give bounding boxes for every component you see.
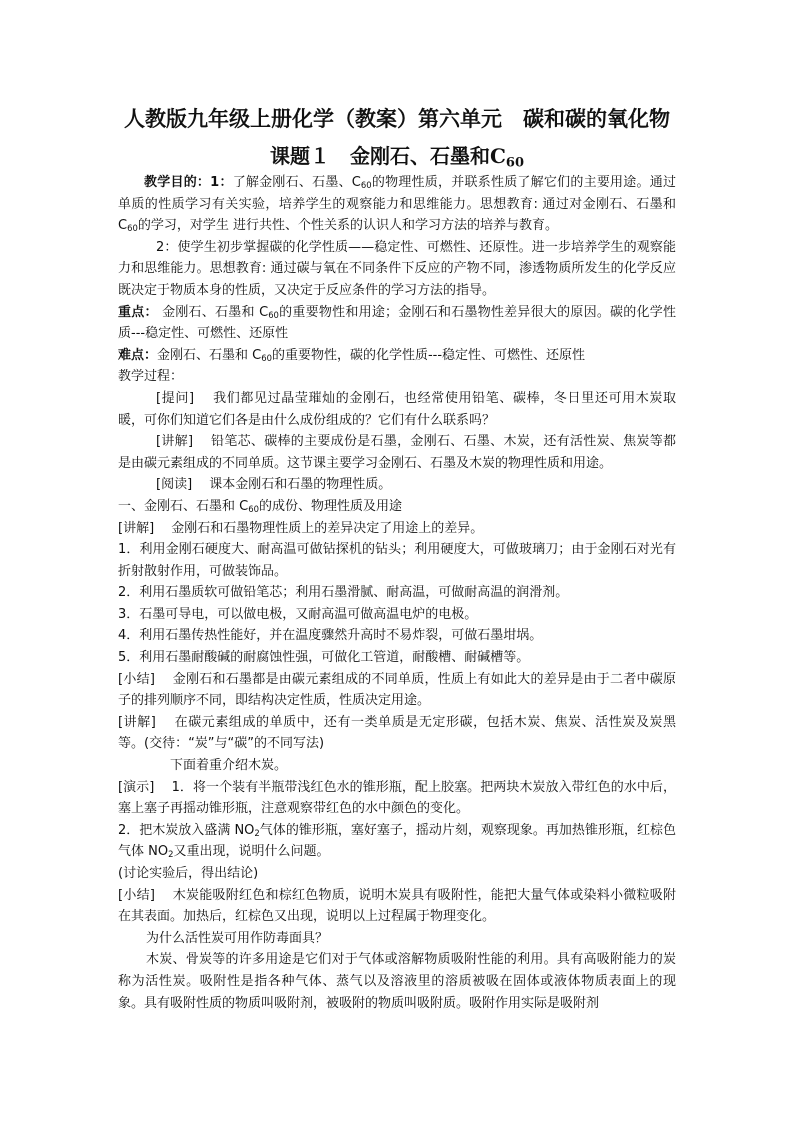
section-heading-1-text-a: 一、金刚石、石墨和 C xyxy=(118,498,249,514)
key-points-text-b: 的重要物性和用途；金刚石和石墨物性差异很大的原因。碳的化学性质---稳定性、可燃性、还原性 xyxy=(118,304,676,342)
c60-subscript: 60 xyxy=(261,352,272,363)
document-title: 人教版九年级上册化学（教案）第六单元 碳和碳的氧化物 xyxy=(124,106,670,131)
lecture-paragraph-2: [讲解] 金刚石和石墨物理性质上的差异决定了用途上的差异。 xyxy=(118,520,484,536)
charcoal-intro-paragraph: 下面着重介绍木炭。 xyxy=(170,758,288,774)
lesson-title-text: 课题１ 金刚石、石墨和C xyxy=(269,144,506,168)
objectives-label: 教学目的： xyxy=(144,175,211,190)
use-item-1: 1．利用金刚石硬度大、耐高温可做钻探机的钻头；利用硬度大，可做玻璃刀；由于金刚石对光有折射散射作用，可做装饰品。 xyxy=(118,542,676,579)
question-paragraph: [提问] 我们都见过晶莹璀灿的金刚石，也经常使用铅笔、碳棒，冬日里还可用木炭取暖，可你们知道它们各是由什么成份组成的？它们有什么联系吗？ xyxy=(118,390,676,428)
difficulties-text-b: 的重要物性，碳的化学性质---稳定性、可燃性、还原性 xyxy=(271,347,586,363)
lecture-paragraph-3: [讲解] 在碳元素组成的单质中，还有一类单质是无定形碳，包括木炭、焦炭、活性炭及炭黑等。(交待：“炭”与“碳”的不同写法) xyxy=(118,714,676,752)
use-item-5: 5．利用石墨耐酸碱的耐腐蚀性强，可做化工管道，耐酸槽、耐碱槽等。 xyxy=(118,650,530,666)
c60-subscript: 60 xyxy=(360,180,372,191)
key-points-paragraph xyxy=(118,302,676,345)
c60-subscript: 60 xyxy=(127,223,138,234)
lesson-title xyxy=(118,142,676,170)
use-item-2: 2．利用石墨质软可做铅笔芯；利用石墨滑腻、耐高温，可做耐高温的润滑剂。 xyxy=(118,585,569,601)
no2-subscript: 2 xyxy=(168,849,174,860)
key-points-label: 重点： xyxy=(118,304,158,320)
demo-paragraph-2-text-c: 又重出现，说明什么问题。 xyxy=(173,844,330,860)
objectives-paragraph-1 xyxy=(118,172,676,237)
key-points-text-a: 金刚石、石墨和 C xyxy=(157,304,269,320)
objectives-item1-text-b: 的物理性质，并联系性质了解它们的主要用途。通过单质的性质学习有关实验，培养学生的观察能力和思维能力。思想教育: 通过对金刚石、石墨和 C xyxy=(118,175,676,234)
demo-paragraph-2-text-b: 气体的锥形瓶，塞好塞子，摇动片刻，观察现象。再加热锥形瓶，红棕色气体 NO xyxy=(118,822,676,860)
summary-paragraph-2: [小结] 木炭能吸附红色和棕红色物质，说明木炭具有吸附性，能把大量气体或染料小微粒吸附在其表面。加热后，红棕色又出现，说明以上过程属于物理变化。 xyxy=(118,887,676,925)
lecture-paragraph-1: [讲解] 铅笔芯、碳棒的主要成份是石墨，金刚石、石墨、木炭，还有活性炭、焦炭等都是由碳元素组成的不同单质。这节课主要学习金刚石、石墨及木炭的物理性质和用途。 xyxy=(118,434,676,471)
demo-paragraph-1: [演示] 1．将一个装有半瓶带浅红色水的锥形瓶，配上胶塞。把两块木炭放入带红色的水中后，塞上塞子再摇动锥形瓶，注意观察带红色的水中颜色的变化。 xyxy=(118,779,676,817)
demo-paragraph-2-text-a: 2．把木炭放入盛满 NO xyxy=(118,822,255,838)
document-page xyxy=(118,100,676,1014)
demo-paragraph-2 xyxy=(118,820,676,863)
no2-subscript: 2 xyxy=(254,827,260,838)
summary-paragraph-1: [小结] 金刚石和石墨都是由碳元素组成的不同单质，性质上有如此大的差异是由于二者中碳原子的排列顺序不同，即结构决定性质，性质决定用途。 xyxy=(118,671,676,709)
discussion-paragraph: (讨论实验后，得出结论) xyxy=(118,866,259,881)
document-body xyxy=(118,172,676,1014)
use-item-3: 3．石墨可导电，可以做电极，又耐高温可做高温电炉的电极。 xyxy=(118,606,478,622)
section-heading-1-text-b: 的成份、物理性质及用途 xyxy=(258,498,402,514)
adsorption-paragraph: 木炭、骨炭等的许多用途是它们对于气体或溶解物质吸附性能的利用。具有高吸附能力的炭称为活性炭。吸附性是指各种气体、蒸气以及溶液里的溶质被吸在固体或液体物质表面上的现象。具有吸附性质的物质叫吸附剂，被吸附的物质叫吸附质。吸附作用实际是吸附剂 xyxy=(118,952,676,1011)
objectives-item1-text-c: 的学习，对学生 进行共性、个性关系的认识人和学习方法的培养与教育。 xyxy=(137,218,558,234)
question-paragraph-2: 为什么活性炭可用作防毒面具？ xyxy=(146,930,329,946)
use-item-4: 4．利用石墨传热性能好，并在温度骤然升高时不易炸裂，可做石墨坩埚。 xyxy=(118,628,543,644)
difficulties-paragraph xyxy=(118,345,676,367)
lesson-title-subscript: 60 xyxy=(505,155,524,171)
c60-subscript: 60 xyxy=(248,504,259,515)
objectives-paragraph-2: 2：使学生初步掌握碳的化学性质——稳定性、可燃性、还原性。进一步培养学生的观察能力和思维能力。思想教育: 通过碳与氧在不同条件下反应的产物不同，渗透物质所发生的化学反应既决定于物质本身的性质，又决定于反应条件的学习方法的指导。 xyxy=(118,239,676,298)
process-label: 教学过程： xyxy=(118,369,184,385)
c60-subscript: 60 xyxy=(268,309,279,320)
reading-paragraph: [阅读] 课本金刚石和石墨的物理性质。 xyxy=(156,477,392,493)
difficulties-label: 难点： xyxy=(118,347,158,363)
objectives-item1-text-a: 了解金刚石、石墨、C xyxy=(232,175,361,190)
section-heading-1 xyxy=(118,496,676,518)
objectives-item1-number: 1： xyxy=(210,175,233,190)
difficulties-text-a: 金刚石、石墨和 C xyxy=(157,347,262,363)
